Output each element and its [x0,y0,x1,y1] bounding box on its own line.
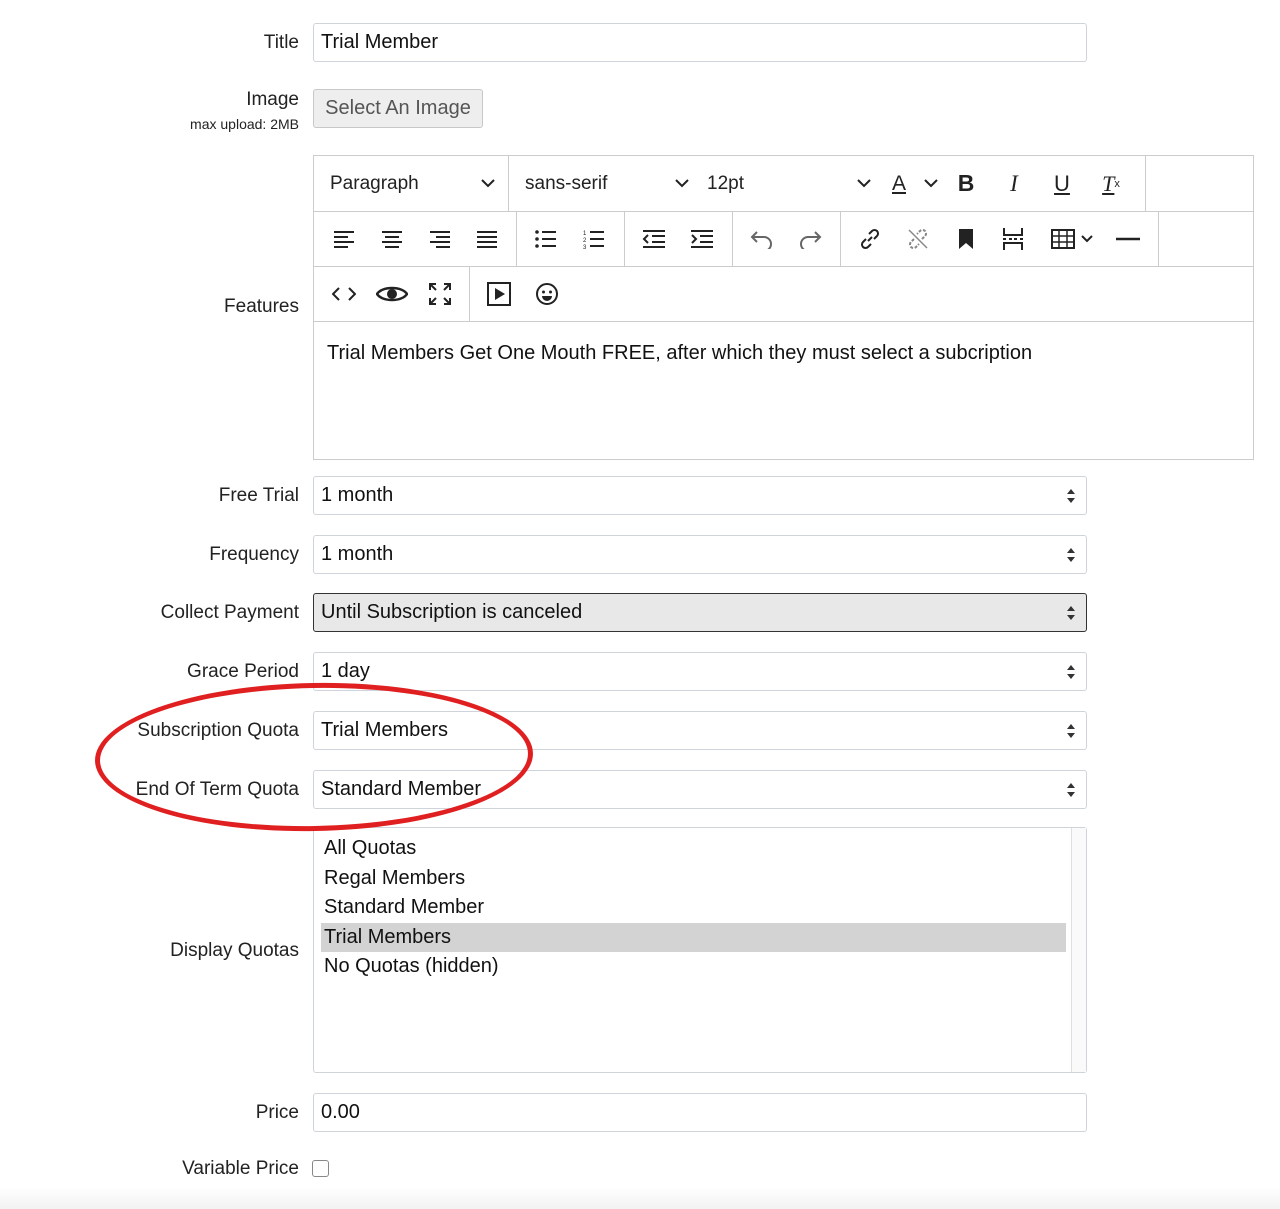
variable-price-checkbox[interactable] [312,1160,329,1177]
bold-letter: B [957,170,975,196]
image-label: Image [246,89,299,110]
price-input[interactable] [313,1093,1087,1132]
font-family-dropdown[interactable] [525,156,689,211]
block-format-dropdown[interactable] [330,156,495,211]
frequency-value: 1 month [321,543,394,565]
block-format-value: Paragraph [330,172,419,194]
link-icon[interactable] [854,211,886,266]
view-group [314,266,470,321]
numbered-list-icon[interactable] [578,211,610,266]
indent-group [624,211,733,266]
underline-icon[interactable] [1246,156,1278,211]
features-label: Features [224,296,299,317]
free-trial-select[interactable] [313,476,1087,515]
collect-payment-label: Collect Payment [160,602,299,623]
clear-formatting-letter: T [1102,170,1115,196]
italic-letter: I [1010,170,1018,196]
select-arrows-icon [1066,602,1076,624]
alignment-group [314,211,517,266]
italic-icon[interactable] [998,156,1030,211]
bullet-list-icon[interactable] [530,211,562,266]
price-label: Price [255,1102,299,1123]
insert-group [840,211,1159,266]
underline-icon[interactable] [1046,156,1078,211]
display-quotas-label: Display Quotas [170,940,299,961]
editor-content-text: Trial Members Get One Mouth FREE, after which they must select a subcription [327,342,1033,364]
annotation-ellipse [94,679,535,835]
subscription-quota-select[interactable] [313,711,1087,750]
editor-content-area[interactable] [314,322,1253,459]
listbox-option[interactable]: Regal Members [324,866,466,889]
list-group [516,211,625,266]
frequency-select[interactable] [313,535,1087,574]
select-arrows-icon [1066,661,1076,683]
grace-period-label: Grace Period [187,661,299,682]
title-label: Title [263,32,299,53]
page-break-icon[interactable] [997,211,1029,266]
free-trial-value: 1 month [321,484,394,506]
clear-formatting-icon[interactable]: T x [1102,170,1120,196]
font-group [508,156,1146,211]
text-color-letter: A [891,171,906,195]
title-input[interactable] [313,23,1087,62]
align-justify-icon[interactable] [471,211,503,266]
align-right-icon[interactable] [424,211,456,266]
horizontal-rule-icon[interactable] [1112,211,1144,266]
history-group [732,211,841,266]
align-left-icon[interactable] [328,211,360,266]
outdent-icon[interactable] [638,211,670,266]
editor-toolbar-row-2 [314,211,1253,267]
block-format-group [314,156,509,211]
collect-payment-value: Until Subscription is canceled [321,601,583,623]
editor-toolbar-row-1 [314,156,1253,212]
price-value: 0.00 [321,1101,360,1123]
align-center-icon[interactable] [376,211,408,266]
features-editor [313,155,1254,460]
subscription-quota-value: Trial Members [321,719,449,741]
bold-icon[interactable] [950,156,982,211]
listbox-option[interactable]: All Quotas [324,837,417,859]
source-code-icon[interactable] [328,266,360,321]
frequency-label: Frequency [209,544,299,565]
free-trial-label: Free Trial [218,485,299,506]
preview-icon[interactable] [374,266,410,321]
display-quotas-listbox[interactable] [313,827,1087,1073]
bottom-edge [0,1187,1280,1209]
font-size-value: 12pt [707,172,744,194]
fullscreen-icon[interactable] [424,266,456,321]
underline-letter: U [1054,170,1070,196]
image-upload-note: max upload: 2MB [190,116,299,132]
undo-icon[interactable] [746,211,778,266]
collect-payment-select[interactable] [313,593,1087,632]
chevron-down-icon [857,179,871,188]
grace-period-value: 1 day [321,660,370,682]
chevron-down-icon [481,179,495,188]
font-size-dropdown[interactable] [707,156,871,211]
svg-text:1: 1 [583,230,587,237]
unlink-icon[interactable] [902,211,934,266]
select-arrows-icon [1066,779,1076,801]
listbox-option[interactable]: Standard Member [324,896,485,918]
text-color-icon[interactable] [884,156,914,211]
editor-toolbar-row-3 [314,266,1253,322]
variable-price-label: Variable Price [182,1158,299,1179]
chevron-down-icon [675,179,689,188]
bookmark-icon[interactable] [950,211,982,266]
title-input-value: Trial Member [321,31,439,53]
media-icon[interactable] [483,266,515,321]
svg-text:3: 3 [583,244,587,249]
listbox-scrollbar[interactable] [1071,828,1086,1072]
grace-period-select[interactable] [313,652,1087,691]
end-of-term-quota-select[interactable] [313,770,1087,809]
listbox-option-selected[interactable]: Trial Members [321,923,1066,953]
end-of-term-quota-value: Standard Member [321,778,482,800]
subscription-quota-label: Subscription Quota [137,720,299,741]
svg-text:2: 2 [583,237,587,244]
select-arrows-icon [1066,720,1076,742]
select-arrows-icon [1066,544,1076,566]
listbox-option[interactable]: No Quotas (hidden) [324,955,499,977]
end-of-term-quota-label: End Of Term Quota [135,779,299,800]
indent-icon[interactable] [686,211,718,266]
font-family-value: sans-serif [525,172,608,194]
select-arrows-icon [1066,485,1076,507]
table-icon[interactable] [1045,211,1099,266]
select-image-button[interactable]: Select An Image [313,89,483,128]
emoticons-icon[interactable] [531,266,563,321]
chevron-down-icon[interactable] [920,156,942,211]
redo-icon[interactable] [794,211,826,266]
